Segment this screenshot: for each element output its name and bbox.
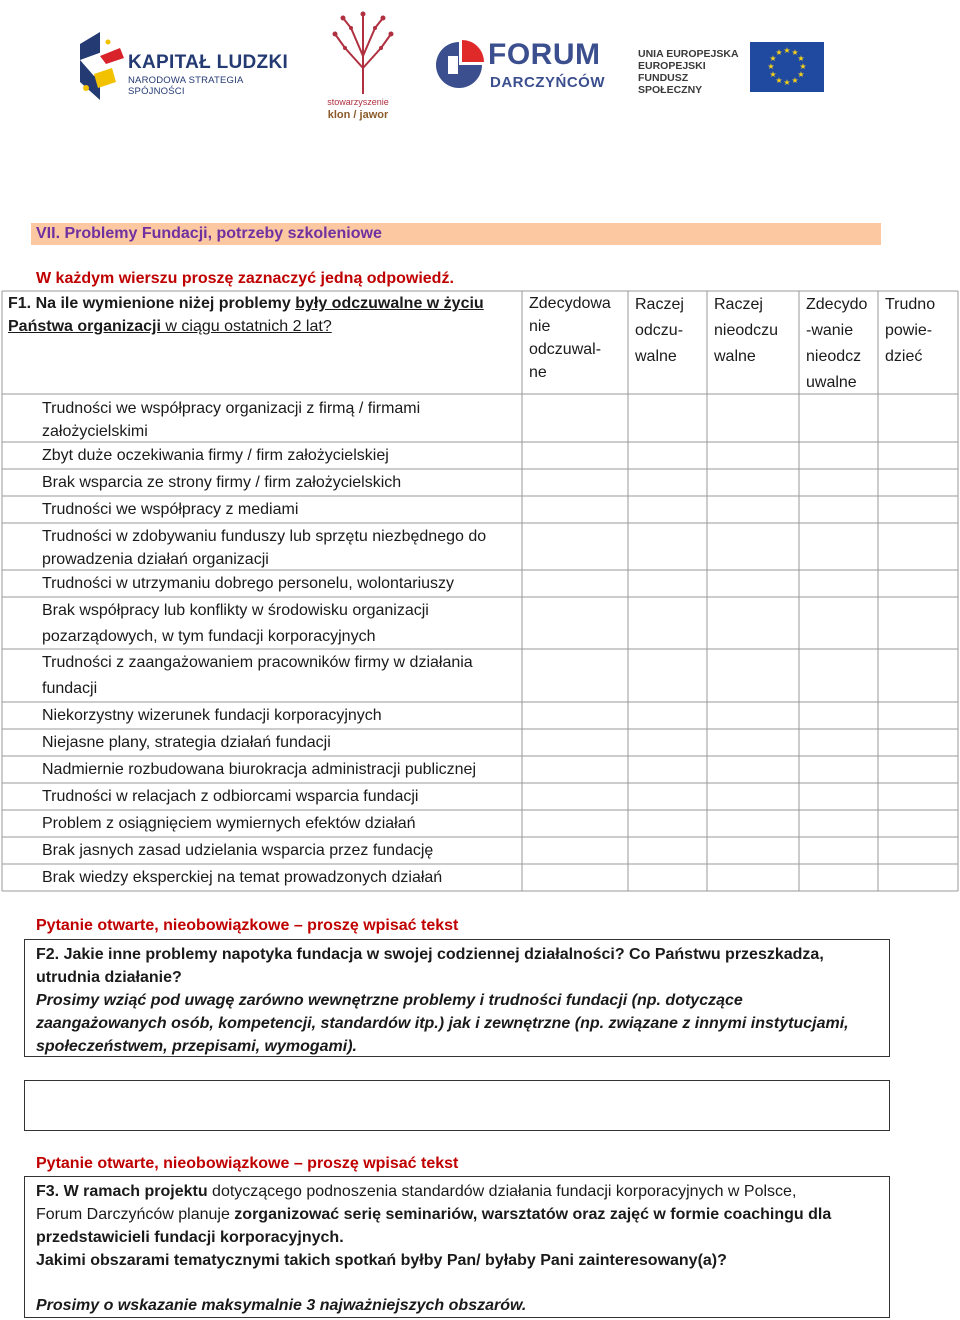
svg-text:★: ★ — [791, 76, 799, 85]
col-header-line: Raczej — [714, 296, 763, 313]
col-header-trudno-powiedziec — [885, 292, 935, 370]
f3-line2-bold: zorganizować serię seminariów, warsztatów oraz zajęć w formie coachingu dla — [234, 1206, 832, 1223]
table-row — [42, 471, 520, 494]
svg-text:★: ★ — [797, 54, 805, 63]
svg-text:★: ★ — [769, 54, 777, 63]
row-label: Zbyt duże oczekiwania firmy / firm założycielskiej — [42, 447, 389, 464]
kapital-ludzki-subtitle: NARODOWA STRATEGIA SPÓJNOŚCI — [128, 75, 243, 97]
forum-line1: FORUM — [488, 38, 601, 71]
svg-text:★: ★ — [769, 70, 777, 79]
f3-line3: przedstawicieli fundacji korporacyjnych. — [36, 1229, 344, 1246]
eu-line2: EUROPEJSKI — [638, 60, 706, 72]
f1-question-part2: w ciągu ostatnich 2 lat? — [165, 318, 332, 335]
row-label-cont: założycielskimi — [42, 423, 148, 440]
row-label-cont: pozarządowych, w tym fundacji korporacyjnych — [42, 628, 376, 645]
f2-note-line3: społeczeństwem, przepisami, wymogami). — [36, 1038, 357, 1055]
col-header-line: walne — [635, 348, 677, 365]
f1-question — [8, 292, 513, 338]
f1-question-part1: Na ile wymienione niżej problemy — [31, 295, 296, 312]
row-label: Brak współpracy lub konflikty w środowisku organizacji — [42, 602, 429, 619]
col-header-line: Raczej — [635, 296, 684, 313]
kapital-ludzki-emblem-icon — [72, 30, 128, 102]
table-row — [42, 572, 520, 595]
row-label-cont: fundacji — [42, 680, 98, 697]
open-question-label-f2: Pytanie otwarte, nieobowiązkowe – proszę wpisać tekst — [36, 917, 459, 934]
col-header-raczej-odczuwalne — [635, 292, 684, 370]
col-header-raczej-nieodczuwalne — [714, 292, 778, 370]
f1-question-underlined: były odczuwalne w życiu Państwa organizacji — [8, 295, 484, 335]
table-row — [42, 758, 520, 781]
col-header-line: dzieć — [885, 348, 923, 365]
instruction-text: W każdym wierszu proszę zaznaczyć jedną odpowiedź. — [36, 270, 454, 287]
f2-question-line1: F2. Jakie inne problemy napotyka fundacja w swojej codziennej działalności? Co Państwu przeszkadza, — [36, 946, 824, 963]
f3-question-box — [24, 1176, 890, 1318]
row-label: Nadmiernie rozbudowana biurokracja administracji publicznej — [42, 761, 476, 778]
col-header-line: odczuwal- — [529, 341, 602, 358]
kapital-ludzki-text — [128, 52, 302, 97]
col-header-line: odczu- — [635, 322, 684, 339]
f1-number: F1. — [8, 295, 32, 312]
table-row — [42, 866, 520, 889]
row-label: Brak wsparcia ze strony firmy / firm założycielskich — [42, 474, 402, 491]
f2-note-line1: Prosimy wziąć pod uwagę zarówno wewnętrzne problemy i trudności fundacji (np. dotyczące — [36, 992, 743, 1009]
klon-jawor-logo — [318, 8, 408, 126]
table-row — [42, 650, 520, 702]
eu-flag-icon — [750, 42, 824, 92]
svg-text:★: ★ — [783, 46, 791, 55]
table-row — [42, 498, 520, 521]
f2-question-line2: utrudnia działanie? — [36, 969, 182, 986]
col-header-line: ne — [529, 364, 547, 381]
col-header-line: Zdecydowa — [529, 295, 611, 312]
table-row — [42, 525, 520, 571]
forum-darczyncow-logo — [432, 38, 605, 98]
f3-line1-bold: F3. W ramach projektu — [36, 1183, 208, 1200]
row-label: Trudności w utrzymaniu dobrego personelu, wolontariuszy — [42, 575, 455, 592]
kapital-ludzki-logo — [72, 30, 302, 102]
col-header-line: nie — [529, 318, 551, 335]
col-header-line: nieodcz — [806, 348, 862, 365]
row-label: Brak jasnych zasad udzielania wsparcia przez fundację — [42, 842, 434, 859]
eu-line3: FUNDUSZ SPOŁECZNY — [638, 72, 703, 96]
forum-emblem-icon — [432, 38, 486, 92]
table-row — [42, 731, 520, 754]
f3-line5: Prosimy o wskazanie maksymalnie 3 najważniejszych obszarów. — [36, 1297, 527, 1314]
klon-jawor-line1: stowarzyszenie — [327, 97, 389, 107]
row-label: Trudności w relacjach z odbiorcami wsparcia fundacji — [42, 788, 419, 805]
svg-text:★: ★ — [775, 48, 783, 57]
row-label: Niekorzystny wizerunek fundacji korporacyjnych — [42, 707, 382, 724]
table-row — [42, 444, 520, 467]
row-label: Trudności we współpracy z mediami — [42, 501, 299, 518]
f3-line2-normal: Forum Darczyńców planuje — [36, 1206, 235, 1223]
f2-answer-field[interactable] — [24, 1080, 890, 1131]
col-header-zdecydowanie-odczuwalne — [529, 292, 611, 384]
f3-line1 — [36, 1180, 796, 1203]
table-row — [42, 598, 520, 650]
section-title: VII. Problemy Fundacji, potrzeby szkoleniowe — [31, 223, 881, 245]
row-label: Problem z osiągnięciem wymiernych efektów działań — [42, 815, 416, 832]
row-label: Niejasne plany, strategia działań fundacji — [42, 734, 331, 751]
f2-question-box — [24, 939, 890, 1057]
col-header-line: walne — [714, 348, 756, 365]
table-row — [42, 785, 520, 808]
col-header-line: -wanie — [806, 322, 854, 339]
col-header-line: Trudno — [885, 296, 936, 313]
tree-icon — [323, 8, 403, 96]
svg-text:★: ★ — [767, 62, 775, 71]
row-label: Trudności z zaangażowaniem pracowników firmy w działania — [42, 654, 473, 671]
svg-text:★: ★ — [775, 76, 783, 85]
f2-note-line2: zaangażowanych osób, kompetencji, standardów itp.) jak i zewnętrzne (np. związane z innymi instytucjami, — [36, 1015, 849, 1032]
col-header-line: powie- — [885, 322, 933, 339]
row-label: Trudności w zdobywaniu funduszy lub sprzętu niezbędnego do — [42, 528, 487, 545]
col-header-line: Zdecydo — [806, 296, 868, 313]
col-header-zdecydowanie-nieodczuwalne — [806, 292, 867, 396]
table-row — [42, 397, 520, 443]
table-row — [42, 812, 520, 835]
table-row — [42, 704, 520, 727]
klon-jawor-line2: klon / jawor — [327, 109, 389, 121]
col-header-line: uwalne — [806, 374, 857, 391]
row-label: Brak wiedzy eksperckiej na temat prowadzonych działań — [42, 869, 443, 886]
f3-line4: Jakimi obszarami tematycznymi takich spotkań byłby Pan/ byłaby Pani zainteresowany(a)? — [36, 1252, 727, 1269]
row-label-cont: prowadzenia działań organizacji — [42, 551, 269, 568]
eu-line1: UNIA EUROPEJSKA — [638, 48, 739, 60]
col-header-line: nieodczu — [714, 322, 779, 339]
eu-fund-text — [638, 48, 750, 96]
table-row — [42, 839, 520, 862]
forum-line2: DARCZYŃCÓW — [490, 74, 605, 91]
header-logos — [0, 0, 960, 140]
row-label: Trudności we współpracy organizacji z firmą / firmami — [42, 400, 421, 417]
f3-line2 — [36, 1203, 831, 1226]
kapital-ludzki-title: KAPITAŁ LUDZKI — [128, 52, 289, 73]
svg-text:★: ★ — [797, 70, 805, 79]
svg-text:★: ★ — [783, 78, 791, 87]
svg-text:★: ★ — [799, 62, 807, 71]
eu-fund-logo — [636, 42, 826, 96]
svg-text:★: ★ — [791, 48, 799, 57]
open-question-label-f3: Pytanie otwarte, nieobowiązkowe – proszę wpisać tekst — [36, 1155, 459, 1172]
f3-line1-normal: dotyczącego podnoszenia standardów działania fundacji korporacyjnych w Polsce, — [207, 1183, 797, 1200]
